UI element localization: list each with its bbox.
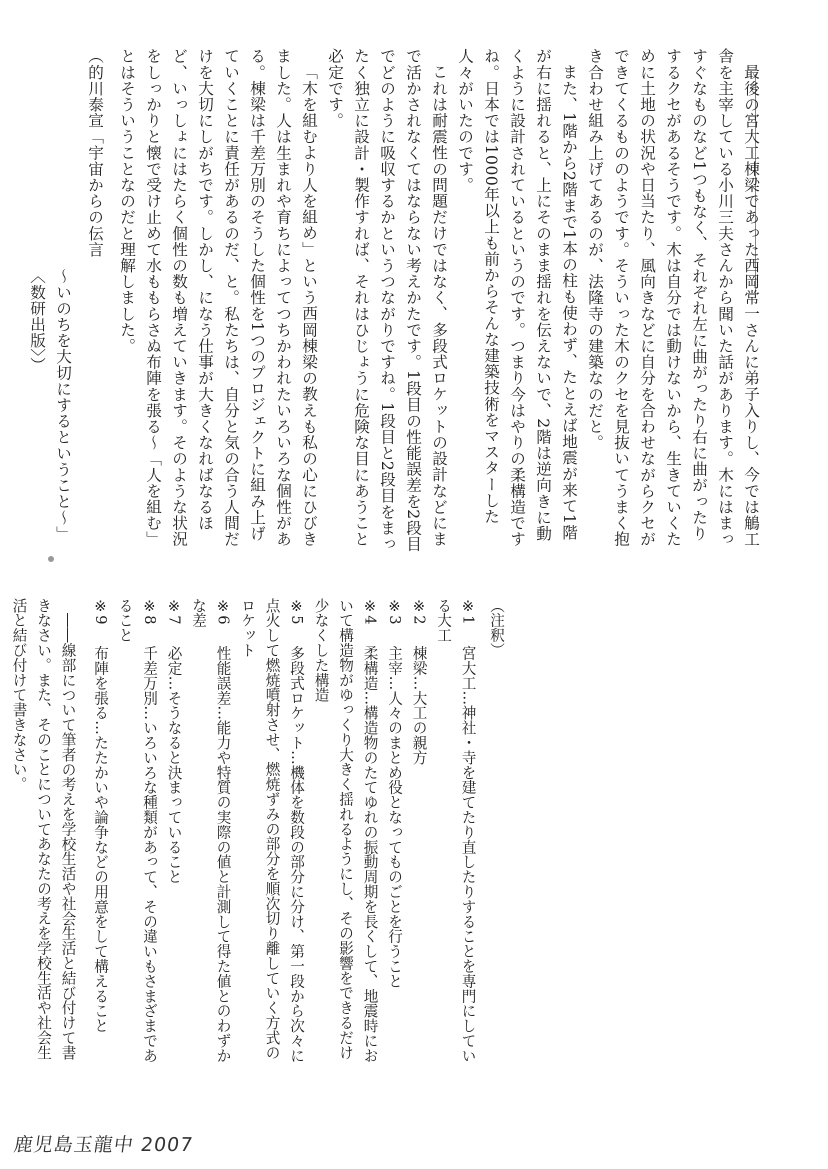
essay-paragraph-3: これは耐震性の問題だけではなく、多段式ロケットの設計などにまで活かされなくてはならない考えかたです。1段目の性能誤差を2段目でどのように吸収するかというつながりですね。1段目と2段目をまったく独立に設計・製作すれば、それはひじょうに危険な目にあうこと必定です。 (326, 48, 448, 552)
handwritten-footer: 鹿児島玉龍中 2007 (12, 1134, 195, 1156)
note-text: 性能誤差…能力や特質の実際の値と計測して得た値とのわずかな差 (190, 598, 232, 1063)
note-item (406, 598, 431, 1068)
note-item (112, 598, 161, 1068)
note-item (431, 598, 480, 1068)
note-item (186, 598, 235, 1068)
essay-paragraph-2: また、1階から2階まで1本の柱も使わず、たとえば地震が来て1階が右に揺れると、上にそのまま揺れを伝えないで、2階は逆向きに動くように設計されているというのです。つまり今はやりの柔構造ですね。日本では1000年以上も前からそんな建築技術をマスターした人々がいたのです。 (456, 48, 578, 548)
note-item (308, 598, 382, 1068)
note-item (88, 598, 113, 1068)
notes-and-question (10, 598, 508, 1068)
note-item (382, 598, 407, 1068)
note-mark: ※2 (410, 598, 428, 625)
note-mark: ※4 (361, 598, 379, 625)
essay-text (28, 48, 764, 553)
note-mark: ※1 (459, 598, 477, 625)
note-text: 千差万別…いろいろな種類があって、その違いもさまざまであること (116, 598, 158, 1063)
essay-paragraph-4: 「木を組むより人を組め」という西岡棟梁の教えも私の心にひびきました。人は生まれや育ちによってつちかわれたいろいろな個性がある。棟梁は千差万別のそうした個性を1つのプロジェクトに組み上げていくことに責任があるのだ、と。私たちは、自分と気の合う人間だけを大切にしがちです。しかし、になう仕事が大きくなればなるほど、いっしょにはたらく個性の数も増えていきます。そのような状況をしっかりと懐で受け止めて水ももらさぬ布陣を張る〜「人を組む」とはそういうことなのだと理解しました。 (118, 48, 318, 548)
note-text: 多段式ロケット…機体を数段の部分に分け、第一段から次々に点火して燃焼噴射させ、燃焼ずみの部分を順次切り離していく方式のロケット (239, 598, 305, 1063)
note-item (161, 598, 186, 1068)
note-text: 棟梁…大工の親方 (410, 645, 428, 765)
note-text: 必定…そうなると決まっていること (165, 645, 183, 885)
note-mark: ※5 (288, 598, 305, 625)
note-mark: ※7 (165, 598, 183, 625)
note-mark: ※9 (92, 598, 109, 625)
question-text: ――線部について筆者の考えを学校生活や社会生活と結び付けて書きなさい。また、そのことについてあなたの考えを学校生活や社会生活と結び付けて書きなさい。 (10, 598, 77, 1060)
note-mark: ※3 (386, 598, 403, 625)
note-text: 柔構造…構造物のたてゆれの振動周期を長くして、地震時において構造物がゆっくり大きく揺れるようにし、その影響をできるだけ少なくした構造 (312, 598, 379, 1063)
note-mark: ※8 (141, 598, 158, 625)
note-item (235, 598, 309, 1068)
note-text: 主宰…人々のまとめ役となってものごとを行うこと (386, 645, 403, 989)
source-title: 〜いのちを大切にするということ〜」〈数研出版〉） (28, 268, 72, 542)
note-text: 布陣を張る…たたかいや論争などの用意をして構えること (92, 645, 109, 1034)
note-text: 宮大工…神社・寺を建てたり直したりすることを専門にしている大工 (435, 598, 477, 1063)
note-mark: ※6 (214, 598, 232, 625)
source-author: （的川泰宣「宇宙からの伝言 (86, 48, 104, 258)
essay-paragraph-1: 最後の宮大工棟梁であった西岡常一さんに弟子入りし、今では鵤工舎を主宰している小川三夫さんから聞いた話があります。木にはまっすぐなものなど1つもなく、それぞれ左に曲がったり右に曲がったりするクセがあるそうです。木は自分では動けないから、生きていくために土地の状況や日当たり、風向きなどに自分を合わせながらクセができてくるもののようです。そういった木のクセを見抜いてうまく抱き合わせ組み上げてあるのが、法隆寺の建築なのだと。 (586, 48, 760, 548)
scan-mark (48, 556, 54, 562)
notes-title: （注釈） (488, 598, 505, 658)
